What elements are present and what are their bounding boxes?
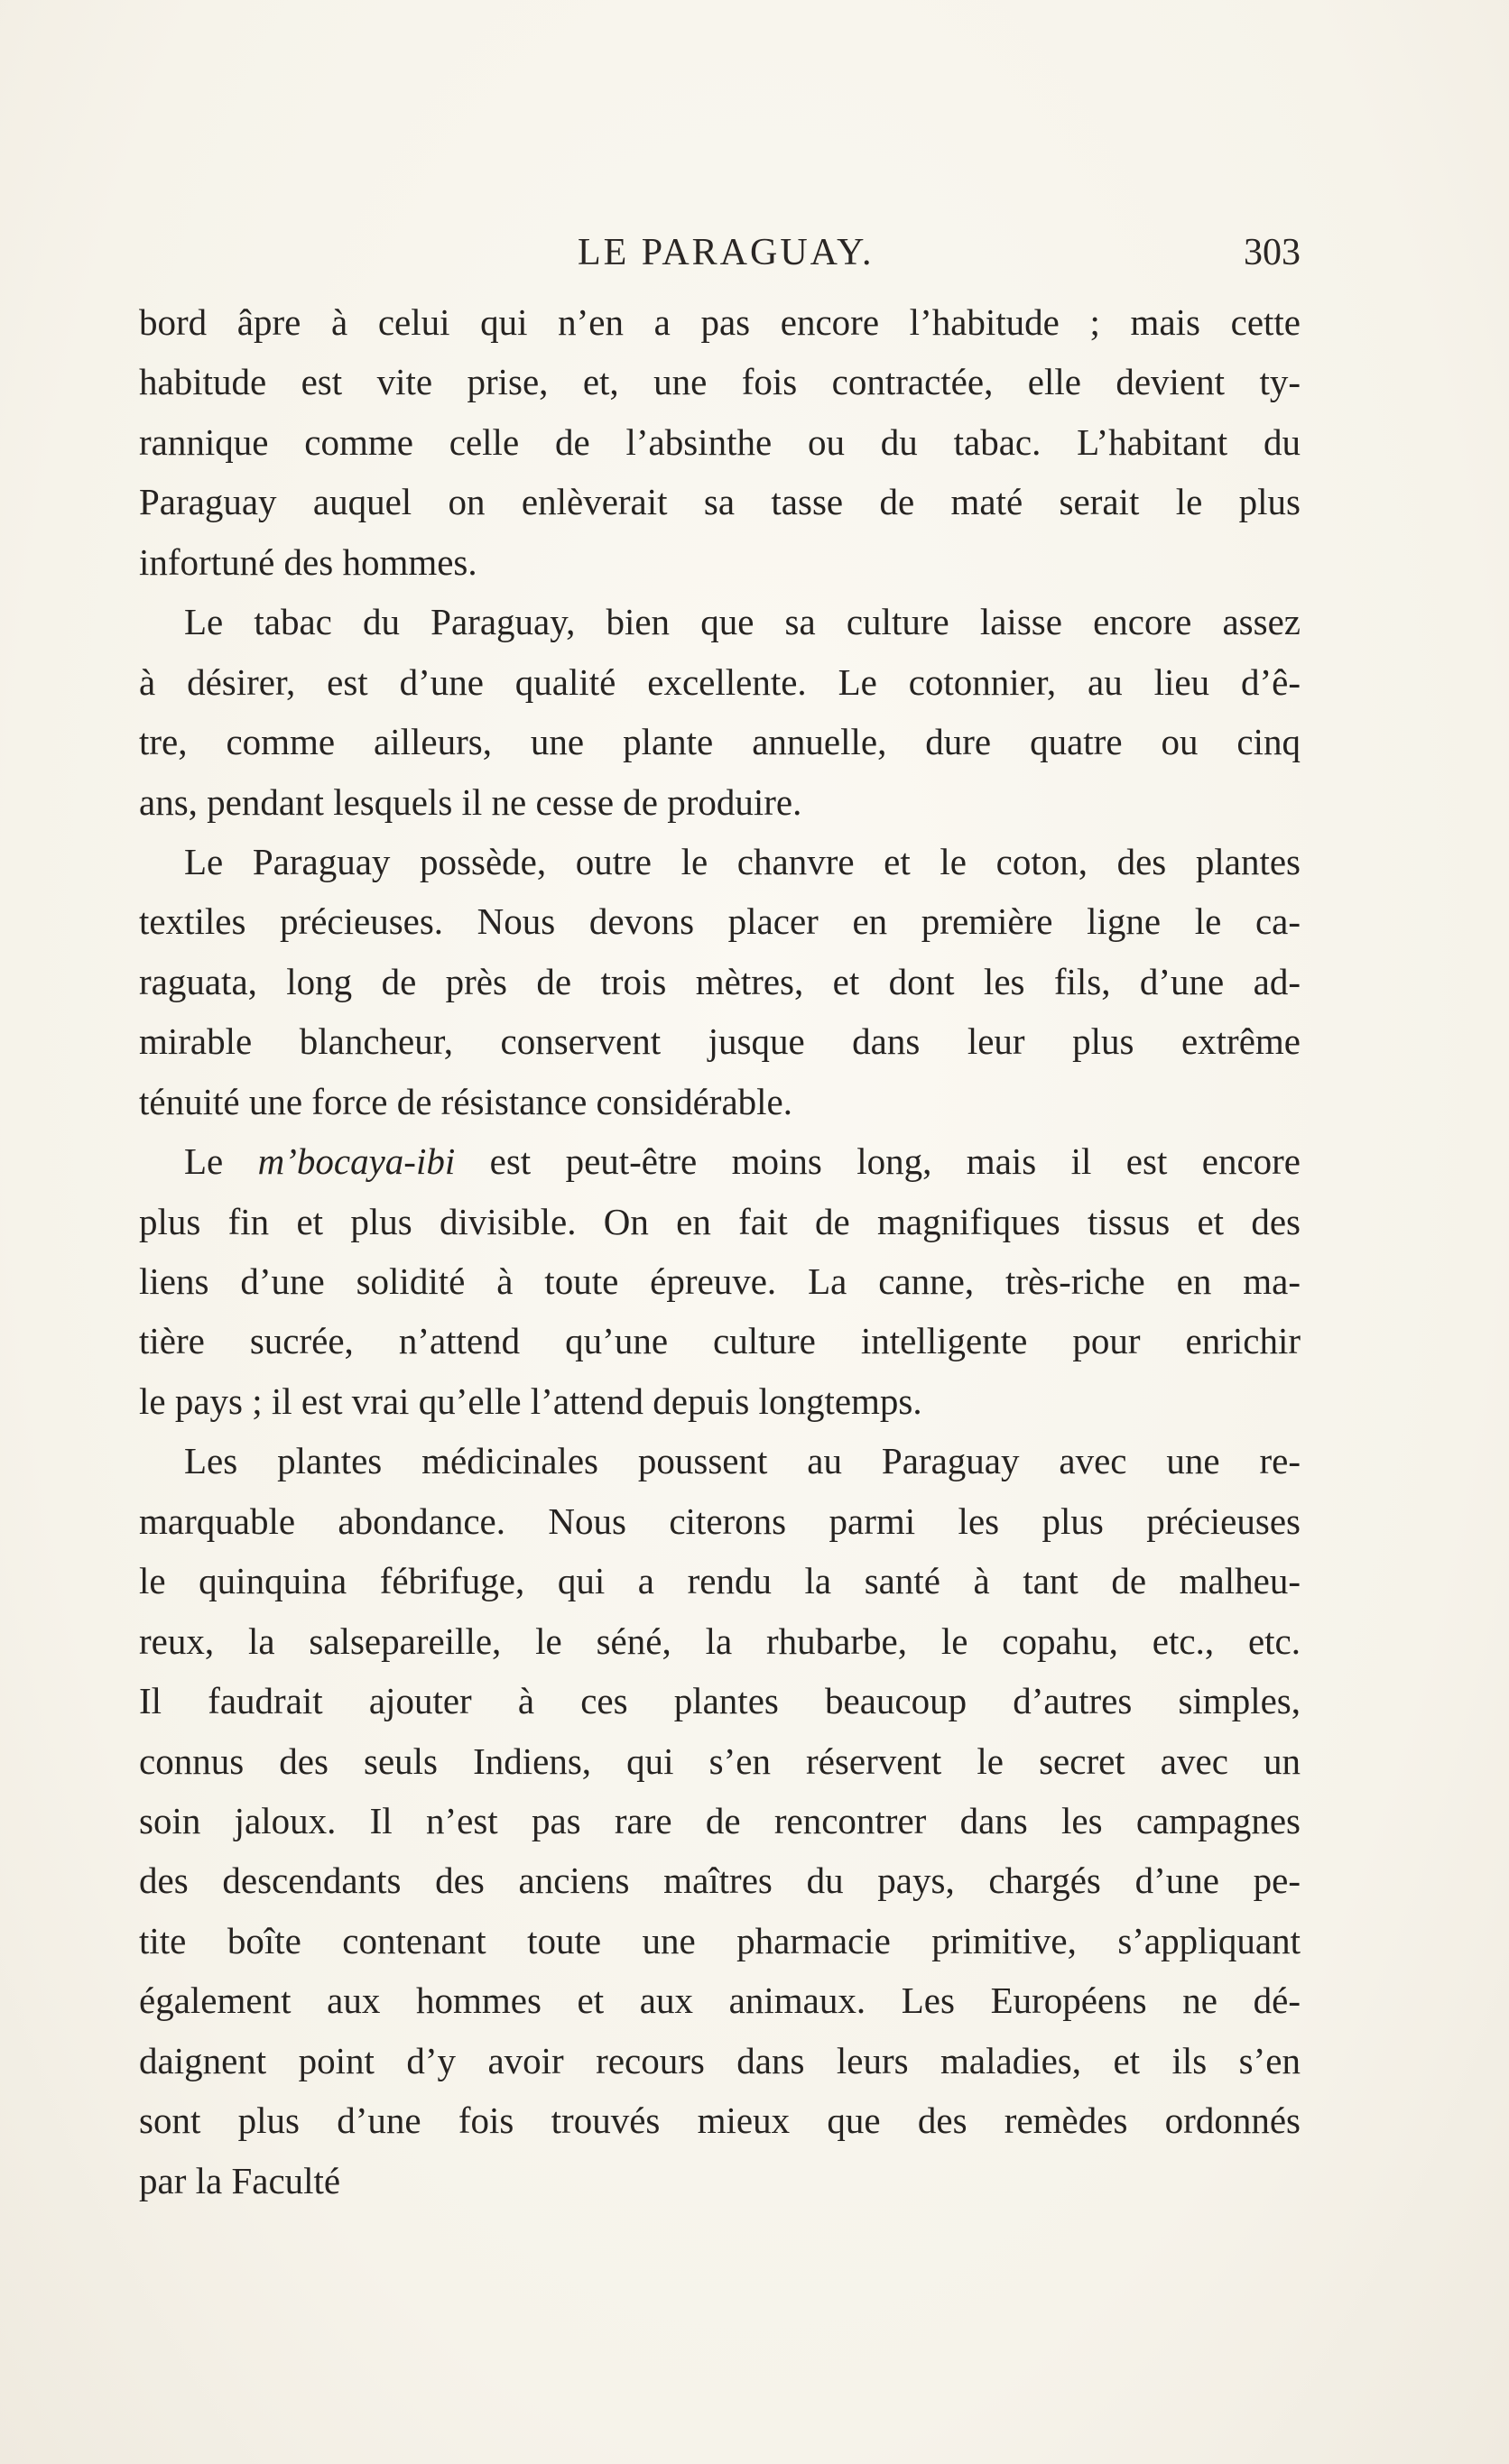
line-prefix: Le [184, 1140, 258, 1183]
text-line: sont plus d’une fois trouvés mieux que des remèdes ordonnés [139, 2099, 1301, 2142]
italic-term: m’bocaya-ibi [257, 1140, 456, 1183]
text-line: Paraguay auquel on enlèverait sa tasse de maté serait le plus [139, 481, 1301, 523]
text-line: tre, comme ailleurs, une plante annuelle, dure quatre ou cinq [139, 721, 1301, 763]
text-line: marquable abondance. Nous citerons parmi les plus précieuses [139, 1500, 1301, 1542]
text-line: habitude est vite prise, et, une fois contractée, elle devient ty- [139, 361, 1301, 403]
text-line: plus fin et plus divisible. On en fait de magnifiques tissus et des [139, 1200, 1301, 1242]
text-line: tière sucrée, n’attend qu’une culture intelligente pour enrichir [139, 1320, 1301, 1362]
text-line: Le tabac du Paraguay, bien que sa culture laisse encore assez [184, 601, 1301, 643]
text-line: tite boîte contenant toute une pharmacie primitive, s’appliquant [139, 1919, 1301, 1961]
text-line: également aux hommes et aux animaux. Les Européens ne dé- [139, 1980, 1301, 2022]
text-line: rannique comme celle de l’absinthe ou du tabac. L’habitant du [139, 420, 1301, 463]
page-number: 303 [1244, 232, 1301, 273]
text-line: connus des seuls Indiens, qui s’en réservent le secret avec un [139, 1740, 1301, 1782]
text-line: raguata, long de près de trois mètres, et dont les fils, d’une ad- [139, 960, 1301, 1002]
text-line: des descendants des anciens maîtres du pays, chargés d’une pe- [139, 1860, 1301, 1902]
text-line: soin jaloux. Il n’est pas rare de rencontrer dans les campagnes [139, 1799, 1301, 1841]
running-head [0, 231, 1509, 276]
text-line: textiles précieuses. Nous devons placer en première ligne le ca- [139, 900, 1301, 943]
text-line: à désirer, est d’une qualité excellente. Le cotonnier, au lieu d’ê- [139, 660, 1301, 703]
text-line: reux, la salsepareille, le séné, la rhubarbe, le copahu, etc., etc. [139, 1620, 1301, 1662]
text-line: le quinquina fébrifuge, qui a rendu la santé à tant de malheu- [139, 1560, 1301, 1602]
text-line: infortuné des hommes. [139, 540, 477, 583]
text-line: Le Paraguay possède, outre le chanvre et le coton, des plantes [184, 840, 1301, 882]
text-line: Il faudrait ajouter à ces plantes beaucoup d’autres simples, [139, 1680, 1301, 1722]
line-suffix: est peut-être moins long, mais il est encore [455, 1140, 1301, 1183]
text-line: liens d’une solidité à toute épreuve. La canne, très-riche en ma- [139, 1260, 1301, 1302]
text-line: daignent point d’y avoir recours dans leurs maladies, et ils s’en [139, 2039, 1301, 2081]
text-line: le pays ; il est vrai qu’elle l’attend depuis longtemps. [139, 1380, 922, 1422]
running-title: LE PARAGUAY. [578, 232, 875, 273]
text-line: ans, pendant lesquels il ne cesse de produire. [139, 780, 802, 823]
text-line: Les plantes médicinales poussent au Paraguay avec une re- [184, 1440, 1301, 1482]
text-line: ténuité une force de résistance considérable. [139, 1080, 792, 1122]
body-lines-part-1 [139, 292, 1301, 1131]
body-lines-part-2 [139, 1192, 1301, 2210]
text-line-mbocaya [139, 1131, 1301, 1191]
body-text [139, 292, 1301, 2210]
text-line: bord âpre à celui qui n’en a pas encore l’habitude ; mais cette [139, 301, 1301, 343]
text-line: par la Faculté [139, 2159, 341, 2201]
text-line: mirable blancheur, conservent jusque dans leur plus extrême [139, 1020, 1301, 1063]
